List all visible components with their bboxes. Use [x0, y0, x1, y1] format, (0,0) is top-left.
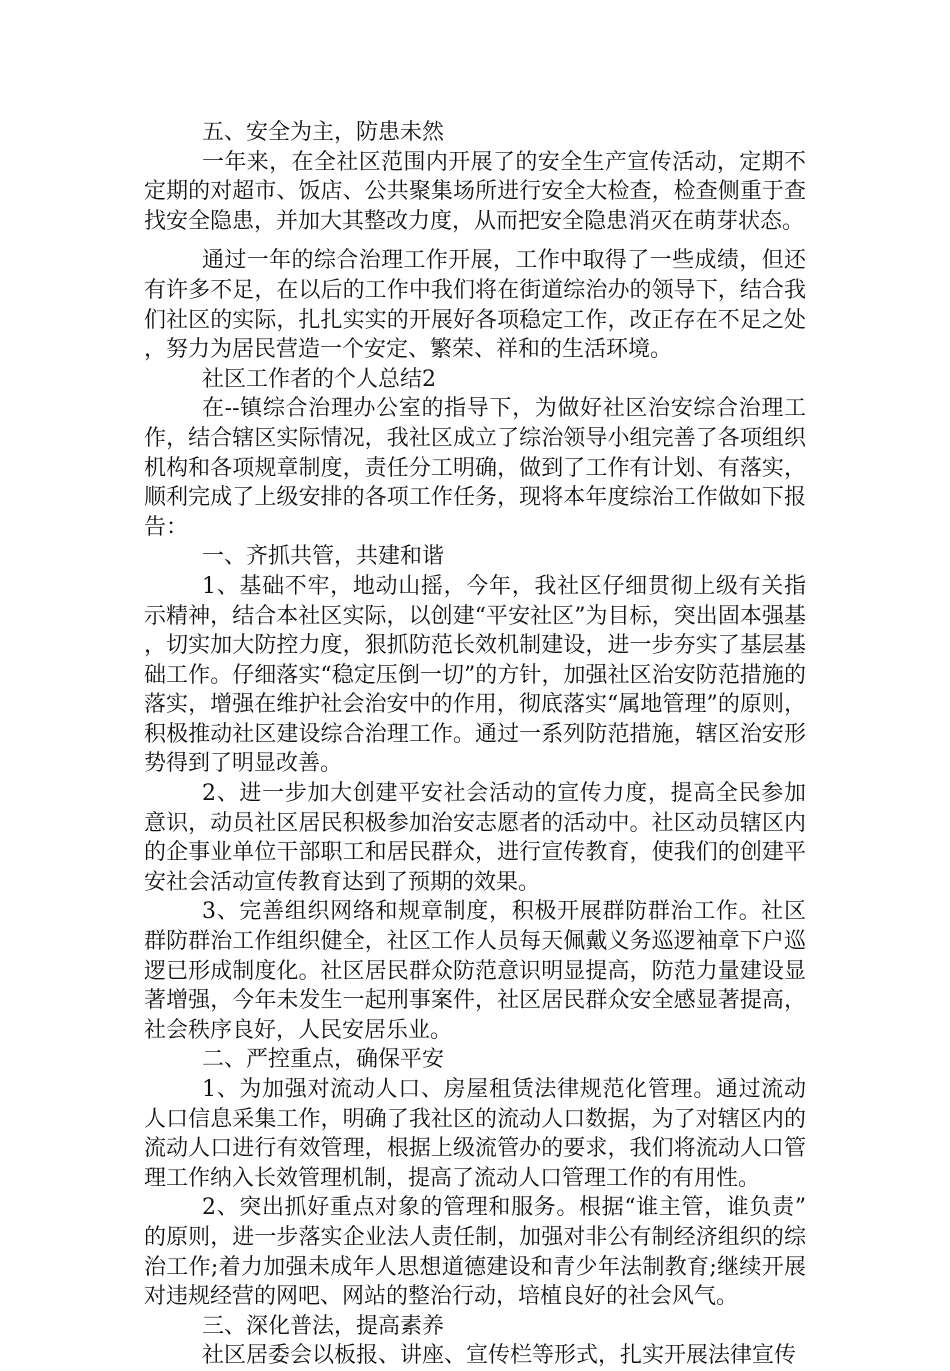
- document-page: [144, 118, 806, 1371]
- body-paragraph: 2、进一步加大创建平安社会活动的宣传力度，提高全民参加意识，动员社区居民积极参加治安志愿者的活动中。社区动员辖区内的企事业单位干部职工和居民群众，进行宣传教育，使我们的创建平安社会活动宣传教育达到了预期的效果。: [144, 781, 806, 895]
- body-paragraph: 社区居委会以板报、讲座、宣传栏等形式，扎实开展法律宣传: [202, 1343, 797, 1369]
- body-paragraph: 在--镇综合治理办公室的指导下，为做好社区治安综合治理工作，结合辖区实际情况，我社区成立了综治领导小组完善了各项组织机构和各项规章制度，责任分工明确，做到了工作有计划、有落实，顺利完成了上级安排的各项工作任务，现将本年度综治工作做如下报告：: [144, 396, 806, 540]
- section-heading: 五、安全为主，防患未然: [202, 120, 445, 145]
- section-heading: 三、深化普法，提高素养: [202, 1313, 445, 1339]
- body-paragraph: 1、基础不牢，地动山摇，今年，我社区仔细贯彻上级有关指示精神，结合本社区实际，以创建“平安社区”为目标，突出固本强基，切实加大防控力度，狠抓防范长效机制建设，进一步夯实了基层基础工作。仔细落实“稳定压倒一切”的方针，加强社区治安防范措施的落实，增强在维护社会治安中的作用，彻底落实“属地管理”的原则，积极推动社区建设综合治理工作。通过一系列防范措施，辖区治安形势得到了明显改善。: [144, 573, 806, 777]
- body-paragraph: 通过一年的综合治理工作开展，工作中取得了一些成绩，但还有许多不足，在以后的工作中我们将在街道综治办的领导下，结合我们社区的实际，扎扎实实的开展好各项稳定工作，改正存在不足之处，努力为居民营造一个安定、繁荣、祥和的生活环境。: [144, 248, 806, 363]
- section-heading: 社区工作者的个人总结2: [202, 366, 436, 392]
- body-paragraph: 2、突出抓好重点对象的管理和服务。根据“谁主管，谁负责”的原则，进一步落实企业法人责任制，加强对非公有制经济组织的综治工作;着力加强未成年人思想道德建设和青少年法制教育;继续开展对违规经营的网吧、网站的整治行动，培植良好的社会风气。: [144, 1195, 806, 1310]
- body-paragraph: 一年来，在全社区范围内开展了的安全生产宣传活动，定期不定期的对超市、饭店、公共聚集场所进行安全大检查，检查侧重于查找安全隐患，并加大其整改力度，从而把安全隐患消灭在萌芽状态。: [144, 149, 806, 234]
- section-heading: 一、齐抓共管，共建和谐: [202, 544, 445, 570]
- body-paragraph: 3、完善组织网络和规章制度，积极开展群防群治工作。社区群防群治工作组织健全，社区工作人员每天佩戴义务巡逻袖章下户巡逻已形成制度化。社区居民群众防范意识明显提高，防范力量建设显著增强，今年未发生一起刑事案件，社区居民群众安全感显著提高，社会秩序良好，人民安居乐业。: [144, 899, 806, 1043]
- section-heading: 二、严控重点，确保平安: [202, 1047, 445, 1073]
- body-paragraph: 1、为加强对流动人口、房屋租赁法律规范化管理。通过流动人口信息采集工作，明确了我社区的流动人口数据，为了对辖区内的流动人口进行有效管理，根据上级流管办的要求，我们将流动人口管理工作纳入长效管理机制，提高了流动人口管理工作的有用性。: [144, 1077, 806, 1191]
